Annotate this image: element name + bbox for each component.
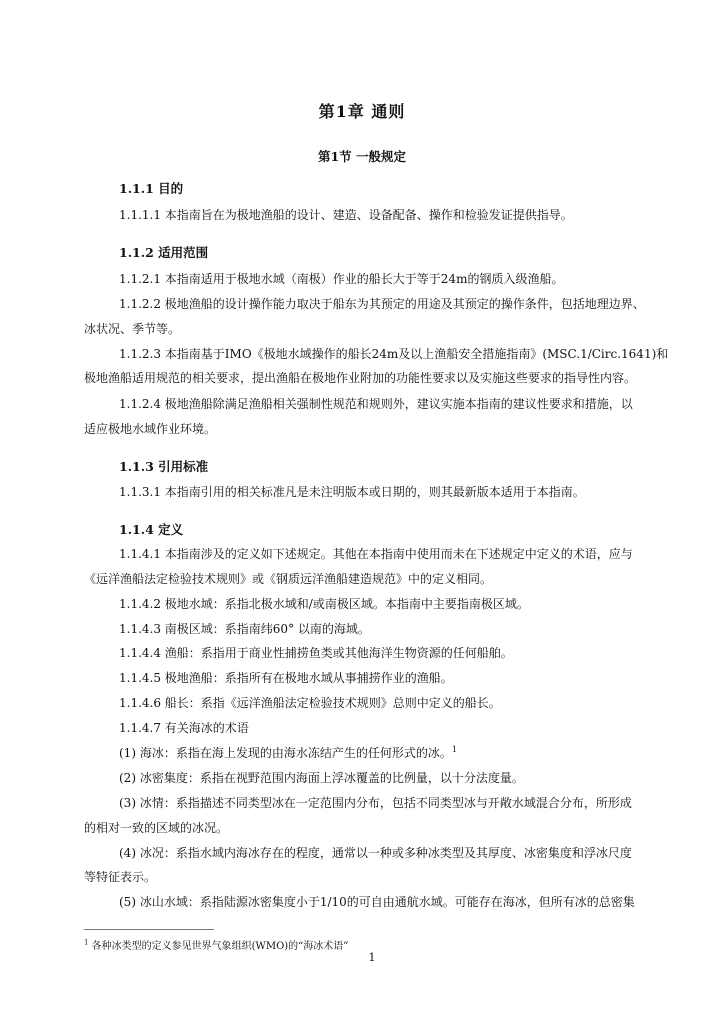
paragraph-line: 的相对一致的区域的冰况。 — [84, 821, 229, 835]
paragraph-line: 1.1.3.1 本指南引用的相关标准凡是未注明版本或日期的，则其最新版本适用于本指南。 — [119, 485, 585, 499]
paragraph-line: 冰状况、季节等。 — [84, 322, 181, 336]
paragraph-line: 1.1.4.7 有关海冰的术语 — [119, 721, 249, 735]
footnote — [84, 937, 348, 952]
paragraph-line: 《远洋渔船法定检验技术规则》或《钢质远洋渔船建造规范》中的定义相同。 — [84, 572, 493, 586]
paragraph-line: 1.1.4.3 南极区域：系指南纬60° 以南的海域。 — [119, 622, 370, 636]
heading-1-1-1: 1.1.1 目的 — [119, 181, 184, 196]
paragraph-line: 1.1.4.1 本指南涉及的定义如下述规定。其他在本指南中使用而未在下述规定中定义的术语，应与 — [119, 547, 633, 561]
paragraph-line: 1.1.2.1 本指南适用于极地水域（南极）作业的船长大于等于24m的钢质入级渔船。 — [119, 272, 564, 286]
paragraph-line: 等特征表示。 — [84, 870, 157, 884]
heading-1-1-4: 1.1.4 定义 — [119, 522, 184, 537]
paragraph-line: (5) 冰山水域：系指陆源冰密集度小于1/10的可自由通航水域。可能存在海冰，但所有冰的总密集 — [119, 895, 635, 909]
paragraph-line: 适应极地水域作业环境。 — [84, 422, 217, 436]
sea-ice-term: (1) 海冰：系指在海上发现的由海水冻结产生的任何形式的冰。 — [119, 746, 452, 760]
paragraph-line-with-footnote — [119, 745, 457, 761]
paragraph-line: 1.1.2.2 极地渔船的设计操作能力取决于船东为其预定的用途及其预定的操作条件，包括地理边界、 — [119, 297, 645, 311]
page-number: 1 — [368, 951, 376, 964]
paragraph-line: 1.1.4.6 船长：系指《远洋渔船法定检验技术规则》总则中定义的船长。 — [119, 696, 501, 710]
paragraph-line: (4) 冰况：系指水域内海冰存在的程度，通常以一种或多种冰类型及其厚度、冰密集度和浮冰尺度 — [119, 846, 632, 860]
paragraph-line: 1.1.4.4 渔船：系指用于商业性捕捞鱼类或其他海洋生物资源的任何船舶。 — [119, 646, 513, 660]
heading-1-1-3: 1.1.3 引用标准 — [119, 459, 209, 474]
paragraph-line: 1.1.1.1 本指南旨在为极地渔船的设计、建造、设备配备、操作和检验发证提供指导。 — [119, 208, 573, 222]
heading-1-1-2: 1.1.2 适用范围 — [119, 245, 209, 260]
paragraph-line: (2) 冰密集度：系指在视野范围内海面上浮冰覆盖的比例量，以十分法度量。 — [119, 771, 524, 785]
section-title: 第1节 一般规定 — [317, 149, 407, 164]
paragraph-line: 极地渔船适用规范的相关要求，提出渔船在极地作业附加的功能性要求以及实施这些要求的指导性内容。 — [84, 371, 637, 385]
paragraph-line: 1.1.2.3 本指南基于IMO《极地水域操作的船长24m及以上渔船安全措施指南》(MSC.1/Circ.1641)和 — [119, 347, 669, 361]
footnote-divider — [84, 929, 214, 930]
paragraph-line: 1.1.4.5 极地渔船：系指所有在极地水域从事捕捞作业的渔船。 — [119, 671, 453, 685]
footnote-reference: 1 — [451, 745, 457, 754]
paragraph-line: 1.1.4.2 极地水域：系指北极水域和/或南极区域。本指南中主要指南极区域。 — [119, 597, 529, 611]
footnote-text: 各种冰类型的定义参见世界气象组织(WMO)的“海冰术语” — [91, 941, 349, 952]
paragraph-line: 1.1.2.4 极地渔船除满足渔船相关强制性规范和规则外，建议实施本指南的建议性要求和措施，以 — [119, 397, 633, 411]
chapter-title: 第1章 通则 — [318, 102, 406, 121]
paragraph-line: (3) 冰情：系指描述不同类型冰在一定范围内分布，包括不同类型冰与开敞水域混合分布，所形成 — [119, 796, 632, 810]
footnote-marker: 1 — [84, 938, 89, 947]
